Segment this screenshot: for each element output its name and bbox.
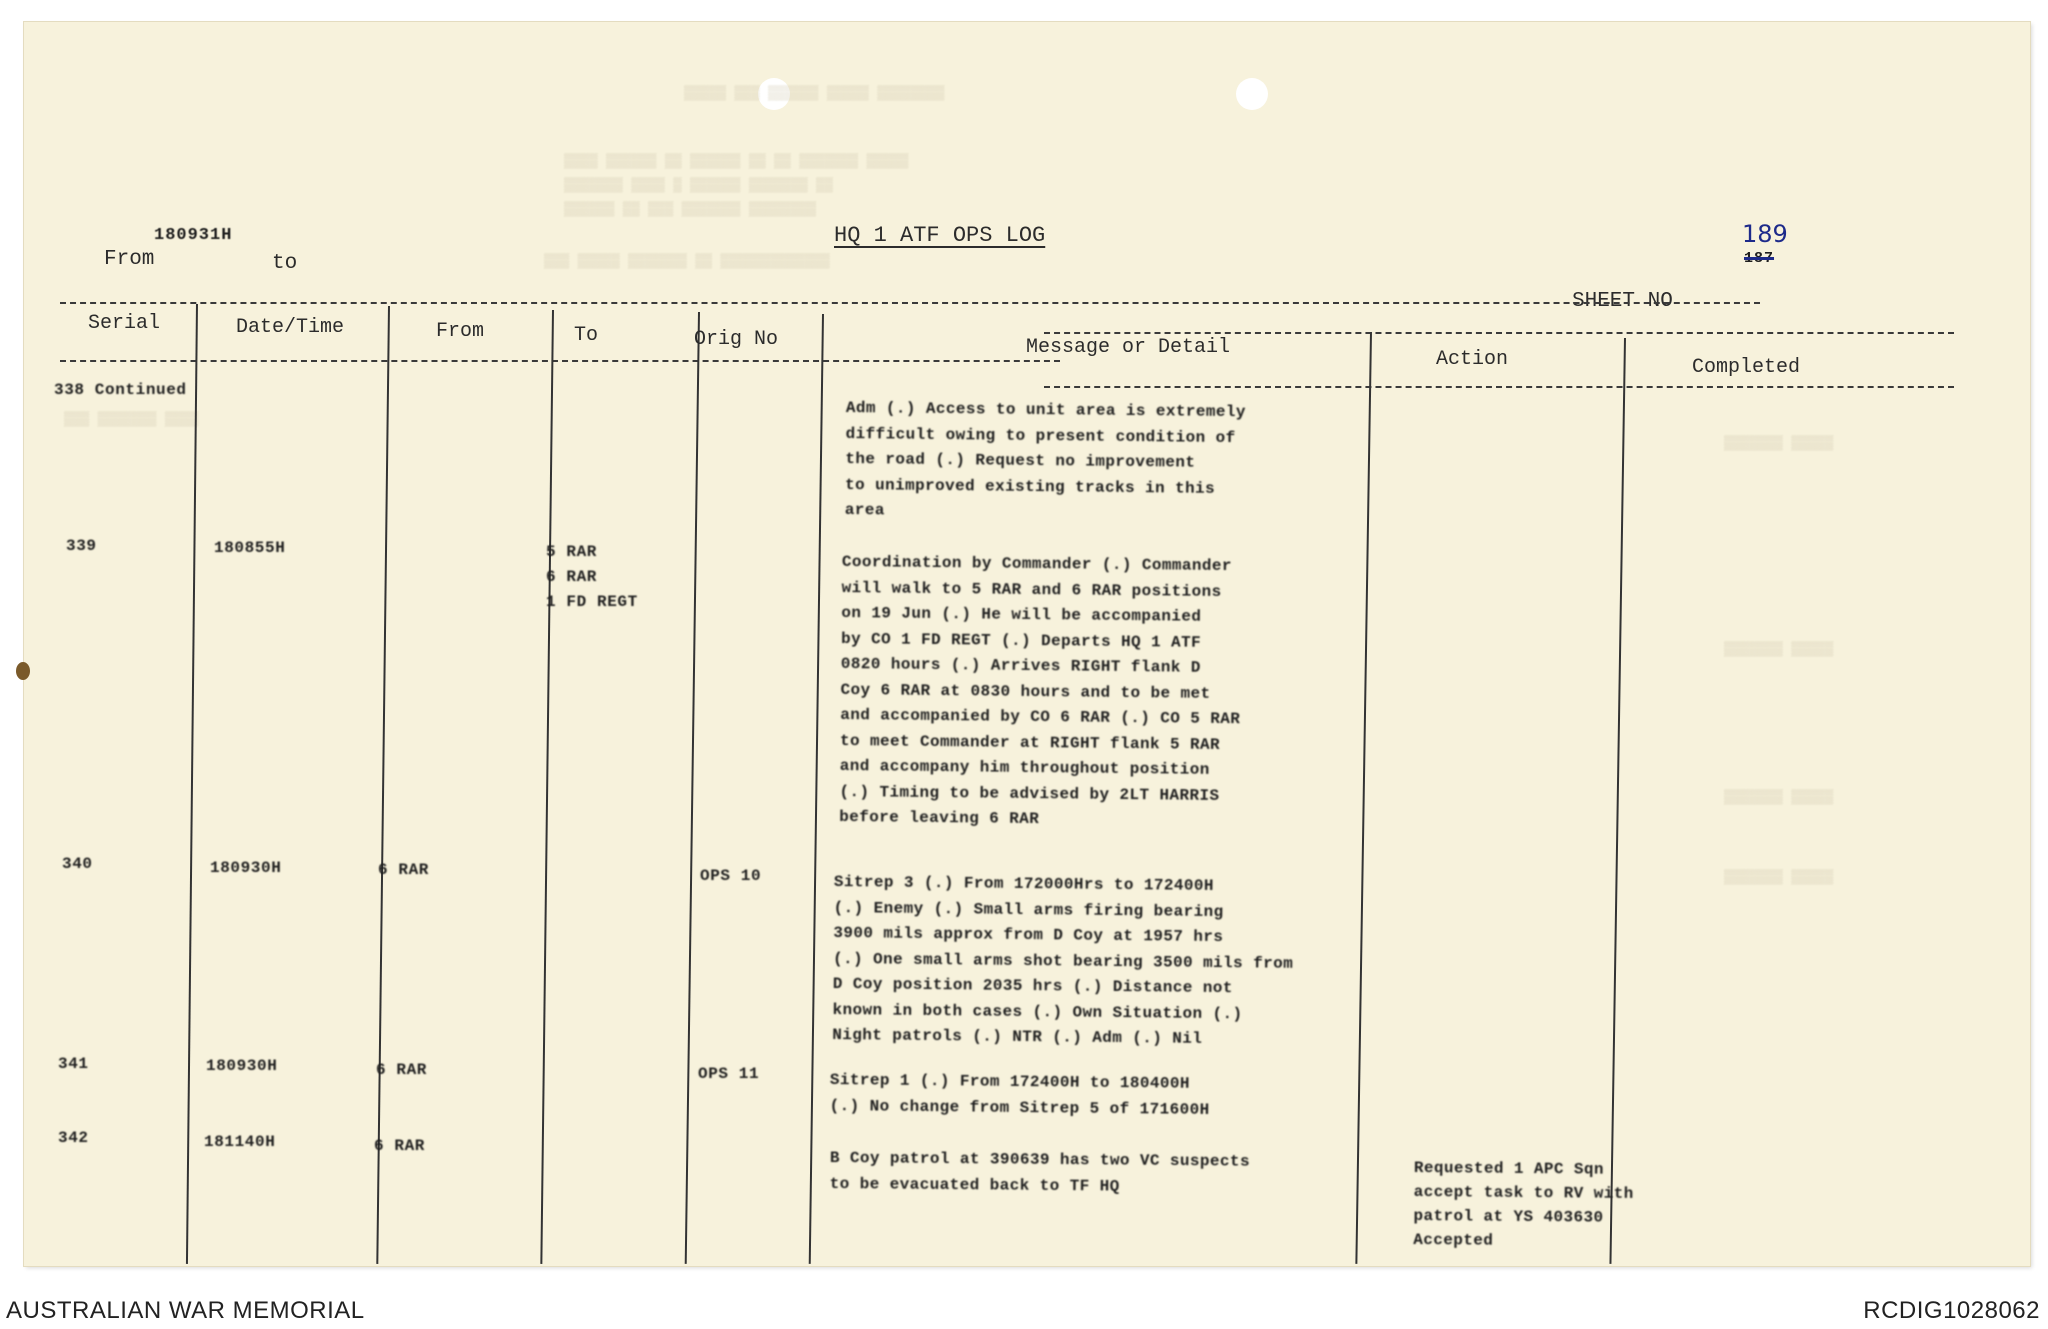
col-header-serial: Serial — [88, 312, 161, 335]
row-342-message: B Coy patrol at 390639 has two VC suspects to be evacuated back to TF HQ — [829, 1148, 1251, 1196]
sheet-no-label: SHEET NO — [1572, 290, 1673, 313]
bleed-through-mark: ▒▒▒▒ ▒▒▒▒▒▒ ▒▒ ▒▒▒▒▒▒ ▒▒ ▒▒ ▒▒▒▒▒▒▒ ▒▒▒▒▒ — [564, 154, 909, 170]
log-sheet — [24, 22, 2030, 1266]
column-divider — [1355, 332, 1372, 1264]
bleed-through-mark: ▒▒▒▒▒▒▒ ▒▒▒▒▒ — [1724, 436, 1834, 452]
col-header-from: From — [436, 320, 485, 343]
column-divider — [186, 304, 198, 1264]
bleed-through-mark: ▒▒▒▒▒▒▒ ▒▒▒▒▒ — [1724, 790, 1834, 806]
punch-hole-right — [1236, 78, 1268, 110]
row-342-serial: 342 — [58, 1129, 89, 1147]
row-339-message: Coordination by Commander (.) Commander will walk to 5 RAR and 6 RAR positions on 19 Jun (.) He will be accompanied by CO 1 FD REGT (.) Departs HQ 1 ATF 0820 hours (.) Arrives RIGHT flank D Coy 6 RAR at 0830 hours and to be met and accompanied by CO 6 RAR (.) CO 5 RAR to meet Commander at RIGHT flank 5 RAR and accompany him throughout position (.) Timing to be advised by 2LT HARRIS before leaving 6 RAR — [839, 552, 1241, 829]
row-339-serial: 339 — [66, 537, 97, 555]
column-divider — [540, 310, 554, 1264]
row-340-message: Sitrep 3 (.) From 172000Hrs to 172400H (.) Enemy (.) Small arms firing bearing 3900 mils approx from D Coy at 1957 hrs (.) One small arms shot bearing 3500 mils from D Coy position 2035 hrs (.) Distance not known in both cases (.) Own Situation (.) Night patrols (.) NTR (.) Adm (.) Nil — [832, 872, 1294, 1048]
col-header-datetime: Date/Time — [236, 316, 345, 339]
bleed-through-mark: ▒▒▒ ▒▒▒▒▒ ▒▒▒▒▒▒▒ ▒▒ ▒▒▒▒▒▒▒▒▒▒▒▒▒ — [544, 254, 830, 270]
header-bottom-rule — [1044, 386, 1954, 388]
column-divider — [1609, 338, 1626, 1264]
row-339-to: 5 RAR 6 RAR 1 FD REGT — [546, 543, 638, 611]
row-340-orig-no: OPS 10 — [700, 867, 762, 885]
col-header-orig-no: Orig No — [694, 328, 779, 351]
header-top-rule — [60, 302, 1760, 304]
row-338-serial: 338 Continued — [54, 381, 187, 399]
bleed-through-mark: ▒▒▒▒▒▒▒ ▒▒▒▒▒ — [1724, 870, 1834, 886]
col-header-completed: Completed — [1692, 356, 1801, 379]
row-340-from: 6 RAR — [378, 861, 430, 879]
sheet-no-handwritten: 189 — [1742, 220, 1788, 248]
bleed-through-mark: ▒▒▒▒▒▒ ▒▒ ▒▒▒ ▒▒▒▒▒▒▒ ▒▒▒▒▒▒▒▒ — [564, 202, 817, 218]
col-header-message: Message or Detail — [1026, 336, 1231, 359]
header-top-rule — [1044, 332, 1954, 334]
row-341-serial: 341 — [58, 1055, 89, 1073]
bleed-through-mark: ▒▒▒ ▒▒▒▒▒▒▒ ▒▒▒▒ — [64, 412, 199, 428]
row-340-datetime: 180930H — [210, 859, 282, 877]
ink-stain — [16, 662, 30, 680]
bleed-through-mark: ▒▒▒▒▒▒▒ ▒▒▒▒ ▒ ▒▒▒▒▒▒ ▒▒▒▒▒▒▒ ▒▒ — [564, 178, 833, 194]
row-338-message: Adm (.) Access to unit area is extremely difficult owing to present condition of the road (.) Request no improvement to unimproved existing tracks in this area — [844, 398, 1247, 520]
col-header-action: Action — [1436, 348, 1509, 371]
bleed-through-mark: ▒▒▒▒▒ ▒▒▒ ▒▒▒▒▒▒ ▒▒▒▒▒ ▒▒▒▒▒▒▒▒ — [684, 86, 945, 102]
from-label: From — [104, 248, 155, 271]
to-label: to — [272, 252, 298, 275]
col-header-to: To — [574, 324, 599, 347]
archive-credit: AUSTRALIAN WAR MEMORIAL — [6, 1297, 365, 1324]
bleed-through-mark: ▒▒▒▒▒▒▒ ▒▒▒▒▒ — [1724, 642, 1834, 658]
row-341-from: 6 RAR — [376, 1061, 428, 1079]
archive-id: RCDIG1028062 — [1863, 1297, 2040, 1324]
row-340-serial: 340 — [62, 855, 93, 873]
column-divider — [376, 306, 390, 1264]
row-341-message: Sitrep 1 (.) From 172400H to 180400H (.) No change from Sitrep 5 of 171600H — [829, 1070, 1210, 1119]
document-title: HQ 1 ATF OPS LOG — [834, 223, 1046, 248]
column-divider — [809, 314, 824, 1264]
row-341-orig-no: OPS 11 — [698, 1065, 760, 1083]
row-339-datetime: 180855H — [214, 539, 286, 557]
column-divider — [685, 312, 700, 1264]
row-342-from: 6 RAR — [374, 1137, 426, 1155]
sheet-no-struck: 187 — [1744, 250, 1775, 267]
header-bottom-rule — [60, 360, 1060, 362]
row-342-datetime: 181140H — [204, 1133, 276, 1151]
row-341-datetime: 180930H — [206, 1057, 278, 1075]
row-342-action: Requested 1 APC Sqn accept task to RV with patrol at YS 403630 Accepted — [1413, 1158, 1634, 1250]
from-time: 180931H — [154, 226, 233, 245]
